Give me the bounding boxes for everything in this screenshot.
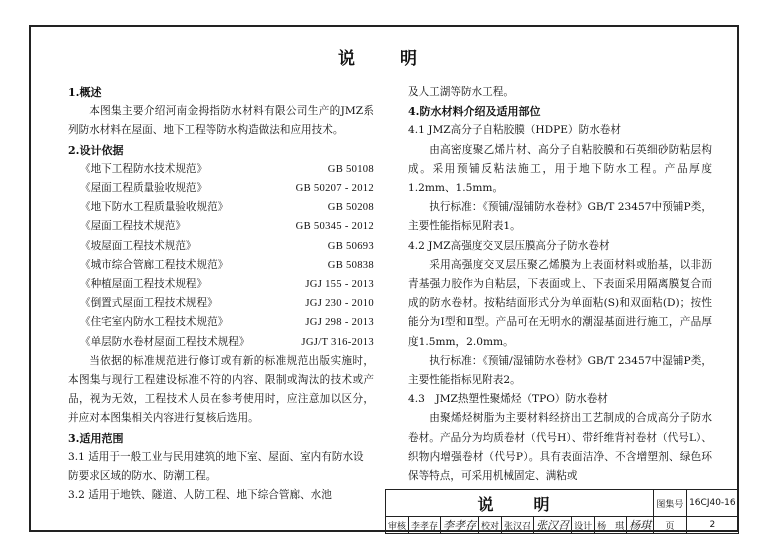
- section-3-2: 3.2 适用于地铁、隧道、人防工程、地下综合管廊、水池: [68, 489, 332, 502]
- standard-item: [68, 160, 374, 179]
- standard-item: [68, 198, 374, 217]
- standard-name: 《种植屋面工程技术规程》: [80, 278, 208, 291]
- standard-code: GB 50207 - 2012: [295, 183, 374, 195]
- standard-item: [68, 256, 374, 275]
- title-block-name: 说 明: [386, 490, 654, 517]
- section-2-paragraph: 当依据的标准规范进行修订或有新的标准规范出版实施时，本图集与现行工程建设标准不符的内容、限制或淘汰的技术或产品，视为无效，工程技术人员在参考使用时，应注意加以区分，并应对本图集相关内容进行复核后选用。: [68, 354, 374, 425]
- atlas-label: 图集号: [654, 490, 687, 517]
- section-4-2-heading: 4.2 JMZ高强度交叉层压膜高分子防水卷材: [408, 239, 610, 252]
- left-column: [68, 83, 374, 505]
- review-name: 李孝存: [409, 517, 441, 534]
- standard-code: JGJ 230 - 2010: [305, 298, 374, 310]
- check-name: 张汉召: [502, 517, 534, 534]
- standard-name: 《屋面工程质量验收规范》: [80, 182, 208, 195]
- standards-list: [68, 160, 374, 352]
- standard-name: 《住宅室内防水工程技术规范》: [80, 316, 229, 329]
- standard-item: [68, 294, 374, 313]
- standard-code: GB 50693: [327, 240, 374, 252]
- page-number: 2: [686, 517, 738, 534]
- standard-name: 《地下防水工程质量验收规范》: [80, 201, 229, 214]
- section-3-heading: 3.适用范围: [68, 431, 124, 445]
- review-label: 审核: [386, 517, 409, 534]
- continued-text: 及人工湖等防水工程。: [408, 86, 514, 98]
- section-4-2-standard: 执行标准：《预铺/湿铺防水卷材》GB/T 23457中湿铺P类，主要性能指标见附表2。: [408, 354, 712, 387]
- page-label: 页: [654, 517, 687, 534]
- section-4-1-paragraph: 由高密度聚乙烯片材、高分子自粘胶膜和石英细砂防粘层构成。采用预铺反粘法施工，用于地下防水工程。产品厚度1.2mm、1.5mm。: [408, 143, 712, 195]
- page-title: 说 明: [338, 49, 431, 69]
- standard-name: 《倒置式屋面工程技术规程》: [80, 297, 218, 310]
- check-signature: 张汉召: [534, 517, 572, 534]
- standard-name: 《屋面工程技术规范》: [80, 220, 186, 233]
- check-label: 校对: [479, 517, 502, 534]
- section-1-heading: 1.概述: [68, 86, 102, 99]
- standard-code: GB 50838: [327, 259, 374, 271]
- section-4-1-standard: 执行标准：《预铺/湿铺防水卷材》GB/T 23457中预铺P类，主要性能指标见附表1。: [408, 201, 712, 233]
- standard-name: 《单层防水卷材屋面工程技术规程》: [80, 335, 250, 348]
- design-name: 杨 琪: [595, 517, 627, 534]
- standard-item: [68, 333, 374, 352]
- standard-item: [68, 275, 374, 294]
- section-4-3-paragraph: 由聚烯烃树脂为主要材料经挤出工艺制成的合成高分子防水卷材。产品分为均质卷材（代号H）、带纤维背衬卷材（代号L）、织物内增强卷材（代号P）。具有表面洁净、不含增塑剂、绿色环保等特点，可采用机械固定、满粘或: [408, 412, 712, 483]
- review-signature: 李孝存: [441, 517, 479, 534]
- section-4-1-heading: 4.1 JMZ高分子自粘胶膜（HDPE）防水卷材: [408, 124, 621, 137]
- standard-code: JGJ/T 316-2013: [301, 336, 374, 348]
- section-4-3-heading: 4.3 JMZ热塑性聚烯烃（TPO）防水卷材: [408, 393, 608, 406]
- section-2-heading: 2.设计依据: [68, 143, 124, 157]
- standard-code: GB 50345 - 2012: [295, 221, 374, 233]
- standard-item: [68, 237, 374, 256]
- standard-item: [68, 179, 374, 198]
- standard-name: 《地下工程防水技术规范》: [80, 162, 208, 175]
- standard-item: [68, 217, 374, 236]
- standard-code: JGJ 155 - 2013: [305, 279, 374, 291]
- standard-name: 《城市综合管廊工程技术规范》: [80, 258, 229, 271]
- standard-item: [68, 313, 374, 332]
- design-label: 设计: [572, 517, 595, 534]
- section-1-paragraph: 本图集主要介绍河南金拇指防水材料有限公司生产的JMZ系列防水材料在屋面、地下工程等防水构造做法和应用技术。: [68, 105, 374, 137]
- atlas-number: 16CJ40-16: [686, 490, 738, 517]
- title-block: [385, 489, 739, 534]
- section-4-2-paragraph: 采用高强度交叉层压聚乙烯膜为上表面材料或胎基，以非沥青基强力胶作为自粘层，下表面或上、下表面采用隔离膜复合而成的防水卷材。按粘结面形式分为单面粘(S)和双面粘(D)；按性能分为Ⅰ型和Ⅱ型。产品可在无明水的潮湿基面进行施工，产品厚度1.5mm，2.0mm。: [408, 258, 712, 348]
- standard-code: JGJ 298 - 2013: [305, 317, 374, 329]
- design-signature: 杨琪: [627, 517, 654, 534]
- right-column: [408, 83, 712, 486]
- standard-code: GB 50108: [327, 163, 374, 175]
- section-4-heading: 4.防水材料介绍及适用部位: [408, 105, 541, 119]
- standard-code: GB 50208: [327, 202, 374, 214]
- standard-name: 《坡屋面工程技术规范》: [80, 239, 197, 252]
- section-3-1: 3.1 适用于一般工业与民用建筑的地下室、屋面、室内有防水设防要求区域的防水、防潮工程。: [68, 450, 364, 483]
